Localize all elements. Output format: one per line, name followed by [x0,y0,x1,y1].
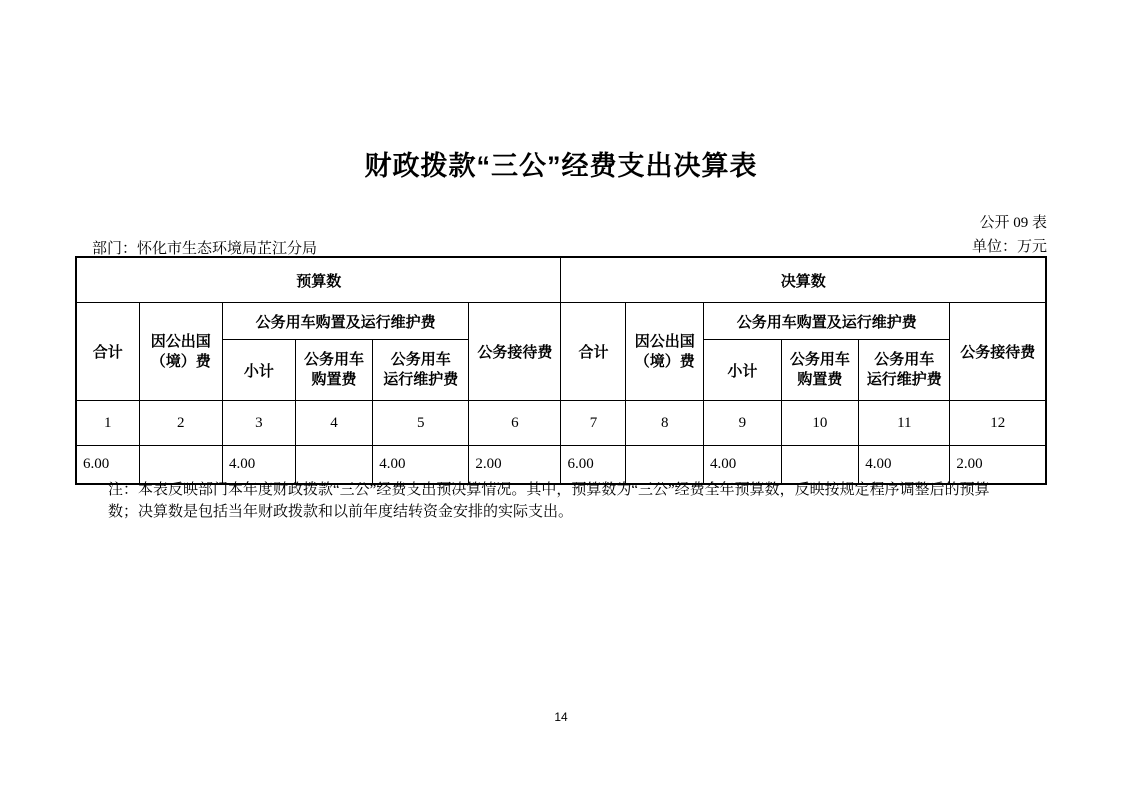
value-cell [781,446,859,485]
column-number-cell: 8 [626,401,704,446]
header-vehicle-purchase-budget-line1: 公务用车 [303,352,364,368]
header-vehicle-purchase-final-line2: 购置费 [797,372,843,388]
table-code-label: 公开 09 表 [979,215,1047,231]
header-vehicle-subtotal-final: 小计 [704,340,782,401]
header-vehicle-purchase-final-line1: 公务用车 [789,352,850,368]
header-abroad-budget [139,303,222,401]
table-group-header-row [76,257,1046,303]
value-cell: 6.00 [76,446,139,485]
header-vehicle-group-final: 公务用车购置及运行维护费 [704,303,950,340]
header-vehicle-maintenance-final [859,340,950,401]
value-cell [626,446,704,485]
department-label: 部门：怀化市生态环境局芷江分局 [92,241,318,257]
header-vehicle-subtotal-budget: 小计 [222,340,295,401]
value-cell: 4.00 [859,446,950,485]
value-cell: 4.00 [373,446,469,485]
value-cell: 4.00 [222,446,295,485]
column-number-cell: 6 [469,401,561,446]
header-vehicle-group-budget: 公务用车购置及运行维护费 [222,303,468,340]
column-number-cell: 5 [373,401,469,446]
header-vehicle-maintenance-budget-line2: 运行维护费 [383,372,459,388]
column-number-cell: 10 [781,401,859,446]
group-header-budget: 预算数 [76,257,561,303]
value-cell [139,446,222,485]
page-title: 财政拨款“三公”经费支出决算表 [364,151,758,181]
column-number-cell: 7 [561,401,626,446]
header-reception-budget: 公务接待费 [469,303,561,401]
group-header-final: 决算数 [561,257,1046,303]
value-cell: 4.00 [704,446,782,485]
header-abroad-final-line1: 因公出国 [634,333,695,350]
table-note [108,480,1068,523]
column-number-cell: 9 [704,401,782,446]
header-abroad-budget-line2: （境）费 [150,353,211,370]
table-note-line2: 数；决算数是包括当年财政拨款和以前年度结转资金安排的实际支出。 [108,503,574,520]
header-vehicle-purchase-budget-line2: 购置费 [311,372,357,388]
header-vehicle-maintenance-final-line1: 公务用车 [874,352,935,368]
value-cell: 6.00 [561,446,626,485]
header-vehicle-maintenance-final-line2: 运行维护费 [866,372,942,388]
column-number-row [76,401,1046,446]
header-total-final: 合计 [561,303,626,401]
header-reception-final: 公务接待费 [950,303,1046,401]
header-abroad-budget-line1: 因公出国 [150,333,211,350]
header-abroad-final-line2: （境）费 [634,353,695,370]
unit-label: 单位：万元 [971,239,1047,255]
table-note-line1: 注：本表反映部门本年度财政拨款“三公”经费支出预决算情况。其中，预算数为“三公”经费全年预算数，反映按规定程序调整后的预算 [108,482,990,498]
header-vehicle-maintenance-budget-line1: 公务用车 [390,352,451,368]
three-public-expense-table [75,256,1047,485]
value-cell [295,446,373,485]
column-number-cell: 1 [76,401,139,446]
value-cell: 2.00 [950,446,1046,485]
column-number-cell: 4 [295,401,373,446]
meta-right-block [972,211,1047,259]
header-vehicle-purchase-final [781,340,859,401]
value-cell: 2.00 [469,446,561,485]
value-row [76,446,1046,485]
header-vehicle-maintenance-budget [373,340,469,401]
column-number-cell: 2 [139,401,222,446]
page-number: 14 [554,710,568,724]
header-total-budget: 合计 [76,303,139,401]
header-abroad-final [626,303,704,401]
column-number-cell: 11 [859,401,950,446]
table-header-row-1 [76,303,1046,340]
column-number-cell: 3 [222,401,295,446]
column-number-cell: 12 [950,401,1046,446]
header-vehicle-purchase-budget [295,340,373,401]
